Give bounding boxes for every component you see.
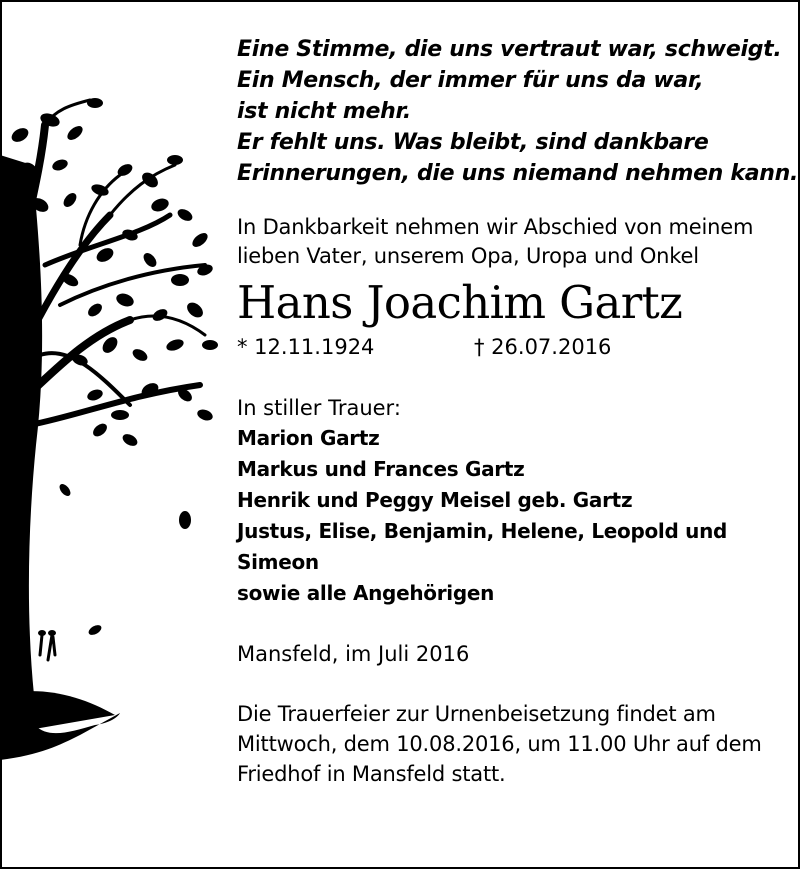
life-dates	[237, 333, 782, 363]
deceased-name: Hans Joachim Gartz	[237, 276, 683, 329]
funeral-notice: Die Trauerfeier zur Urnenbeisetzung findet am Mittwoch, dem 10.08.2016, um 11.00 Uhr auf dem Friedhof in Mansfeld statt.	[237, 702, 762, 786]
mourners-list	[237, 423, 782, 609]
mourner-entry: Marion Gartz	[237, 426, 380, 450]
tree-silhouette-icon	[0, 95, 225, 865]
mourners-heading: In stiller Trauer:	[237, 396, 401, 420]
obituary-content	[237, 34, 799, 789]
verse-line: ist nicht mehr.	[237, 99, 411, 124]
mourner-entry: sowie alle Angehörigen	[237, 581, 495, 605]
verse-line: Er fehlt uns. Was bleibt, sind dankbare	[237, 130, 709, 155]
death-date: † 26.07.2016	[474, 335, 612, 359]
mourner-entry: Justus, Elise, Benjamin, Helene, Leopold und	[237, 519, 728, 543]
memorial-verse	[237, 34, 799, 189]
verse-line: Eine Stimme, die uns vertraut war, schweigt.	[237, 37, 782, 62]
farewell-intro: In Dankbarkeit nehmen wir Abschied von meinem lieben Vater, unserem Opa, Uropa und Onkel	[237, 215, 754, 268]
verse-line: Ein Mensch, der immer für uns da war,	[237, 68, 704, 93]
verse-line: Erinnerungen, die uns niemand nehmen kann.	[237, 161, 799, 186]
mourner-entry: Markus und Frances Gartz	[237, 457, 525, 481]
mourner-entry: Henrik und Peggy Meisel geb. Gartz	[237, 488, 633, 512]
birth-date: * 12.11.1924	[237, 335, 375, 359]
place-date: Mansfeld, im Juli 2016	[237, 642, 470, 666]
mourner-entry: Simeon	[237, 550, 319, 574]
